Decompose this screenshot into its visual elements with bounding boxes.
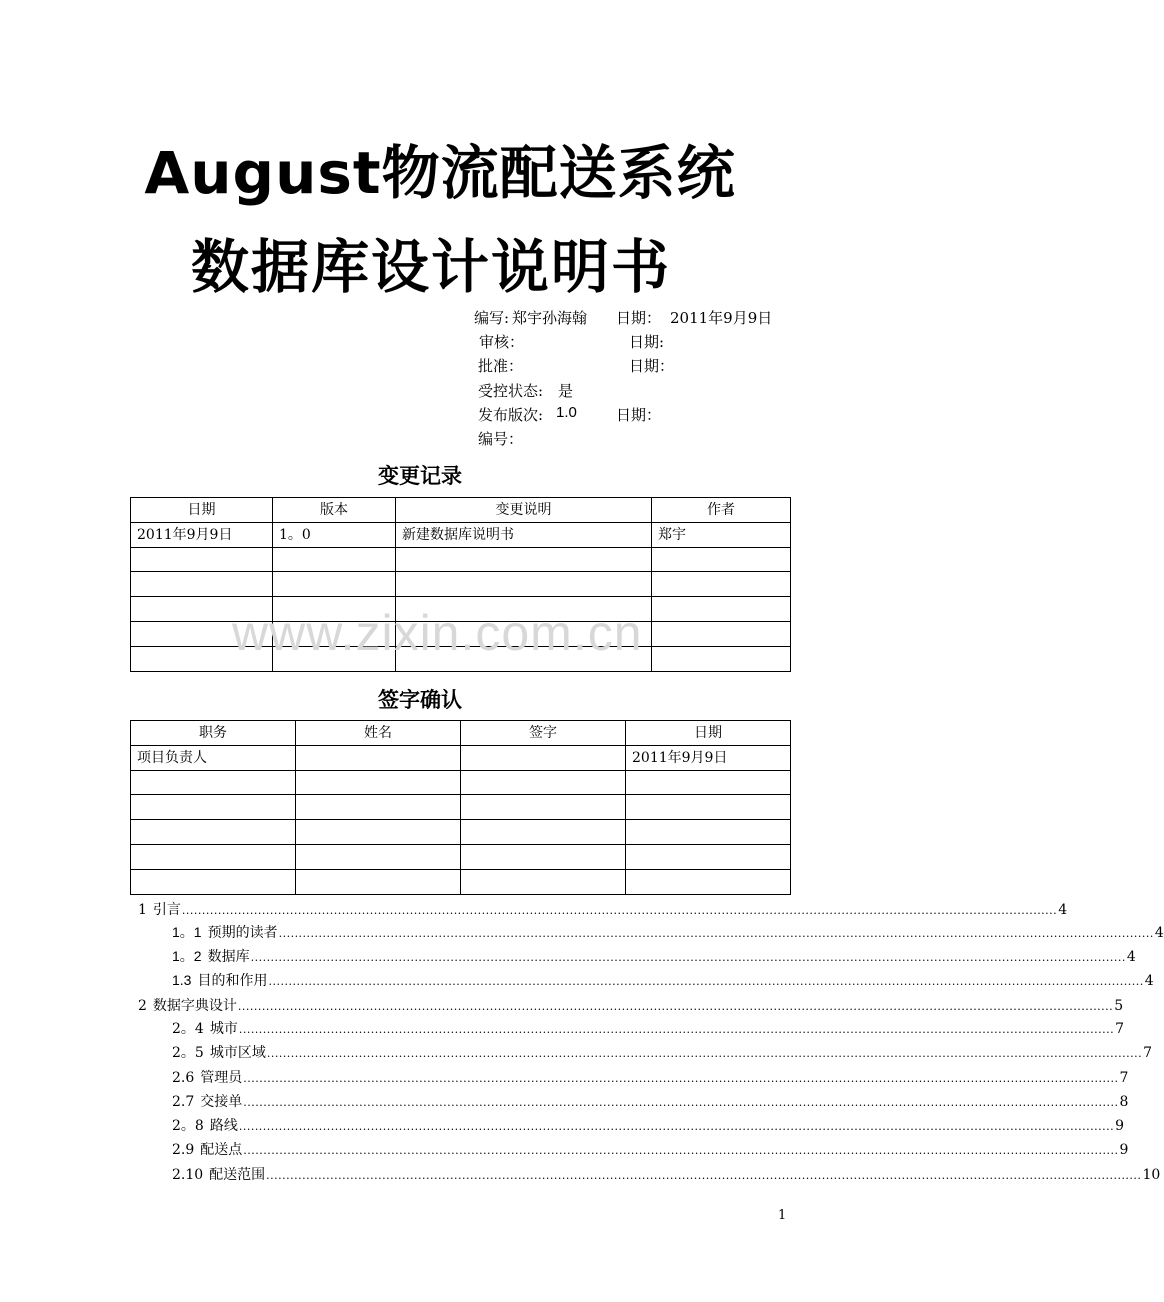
table-cell <box>652 621 791 646</box>
meta-approver-row <box>474 355 794 375</box>
toc-page: 5 <box>1114 998 1124 1014</box>
toc-number: 2.10 <box>172 1167 204 1183</box>
toc-number: 2。5 <box>172 1045 204 1061</box>
table-cell <box>131 869 296 894</box>
toc-number: 2.9 <box>172 1142 195 1158</box>
toc-number: 1.3 <box>172 972 192 988</box>
table-cell <box>131 820 296 845</box>
table-cell <box>131 572 273 597</box>
toc-page: 9 <box>1119 1142 1129 1158</box>
toc-page: 7 <box>1115 1021 1125 1037</box>
toc-number: 1。1 <box>172 924 202 940</box>
page-number: 1 <box>778 1208 787 1223</box>
table-row <box>131 522 791 547</box>
toc-entry[interactable] <box>172 946 1136 966</box>
toc-number: 2.6 <box>172 1070 195 1086</box>
table-header-row <box>131 498 791 523</box>
toc-label: 数据库 <box>207 949 250 965</box>
table-cell <box>273 572 396 597</box>
toc-leader: ........................................................................................................................................................................................................................... <box>243 1144 1119 1157</box>
table-row <box>131 572 791 597</box>
table-cell <box>626 869 791 894</box>
toc-number: 1 <box>138 902 147 918</box>
toc-entry[interactable] <box>172 1164 1161 1184</box>
table-cell <box>131 547 273 572</box>
toc-leader: ........................................................................................................................................................................................................................... <box>237 1000 1114 1013</box>
toc-label: 数据字典设计 <box>152 998 237 1014</box>
table-cell <box>396 572 652 597</box>
table-cell: 2011年9月9日 <box>626 745 791 770</box>
writer-date-label: 日期： <box>616 309 662 327</box>
toc-leader: ........................................................................................................................................................................................................................... <box>266 1169 1142 1182</box>
meta-number-row <box>474 428 794 448</box>
toc-page: 4 <box>1154 925 1164 941</box>
toc-page: 4 <box>1144 973 1154 989</box>
version-label: 发布版次: <box>478 406 544 424</box>
header-cell: 版本 <box>273 498 396 523</box>
table-cell <box>296 869 461 894</box>
document-title-line-1: August物流配送系统 <box>144 139 736 207</box>
writer-value: 郑宇孙海翰 <box>512 309 588 327</box>
toc-entry[interactable] <box>172 1139 1129 1159</box>
meta-controlled-row <box>474 380 794 400</box>
table-cell <box>131 844 296 869</box>
toc-leader: ........................................................................................................................................................................................................................... <box>278 927 1154 940</box>
table-row <box>131 770 791 795</box>
table-cell: 郑宇 <box>652 522 791 547</box>
table-cell <box>461 869 626 894</box>
toc-leader: ........................................................................................................................................................................................................................... <box>243 1072 1119 1085</box>
toc-page: 7 <box>1143 1045 1153 1061</box>
toc-number: 2。8 <box>172 1118 204 1134</box>
meta-reviewer-row <box>474 331 794 351</box>
toc-number: 2 <box>138 998 147 1014</box>
signature-heading: 签字确认 <box>378 688 462 712</box>
table-cell <box>296 770 461 795</box>
table-cell <box>626 795 791 820</box>
toc-label: 管理员 <box>200 1070 243 1086</box>
table-cell: 2011年9月9日 <box>131 522 273 547</box>
table-cell <box>652 572 791 597</box>
document-title-line-2: 数据库设计说明书 <box>190 233 671 301</box>
watermark-text: www.zixin.com.cn <box>232 605 643 661</box>
toc-leader: ........................................................................................................................................................................................................................... <box>238 1120 1115 1133</box>
writer-date-value: 2011年9月9日 <box>670 309 773 327</box>
toc-entry[interactable] <box>172 1042 1153 1062</box>
toc-entry[interactable] <box>138 995 1124 1015</box>
toc-page: 4 <box>1126 949 1136 965</box>
toc-label: 目的和作用 <box>197 973 268 989</box>
meta-version-row <box>474 404 794 424</box>
table-cell <box>461 745 626 770</box>
toc-entry[interactable] <box>172 922 1164 942</box>
table-cell <box>396 547 652 572</box>
toc-label: 引言 <box>152 902 181 918</box>
number-label: 编号： <box>478 430 524 448</box>
toc-entry[interactable] <box>172 1018 1125 1038</box>
reviewer-date-label: 日期: <box>629 333 665 351</box>
table-cell <box>626 770 791 795</box>
toc-leader: ........................................................................................................................................................................................................................... <box>238 1023 1115 1036</box>
table-row <box>131 547 791 572</box>
header-cell: 日期 <box>626 721 791 746</box>
table-cell <box>461 770 626 795</box>
toc-label: 城市 <box>209 1021 238 1037</box>
header-cell: 日期 <box>131 498 273 523</box>
table-cell <box>626 844 791 869</box>
table-header-row <box>131 721 791 746</box>
controlled-value: 是 <box>558 382 574 400</box>
toc-entry[interactable] <box>172 970 1154 990</box>
toc-page: 8 <box>1119 1094 1129 1110</box>
table-cell <box>626 820 791 845</box>
table-cell <box>652 646 791 671</box>
toc-page: 4 <box>1058 902 1068 918</box>
toc-label: 预期的读者 <box>207 925 278 941</box>
approver-date-label: 日期： <box>629 357 675 375</box>
table-cell <box>652 547 791 572</box>
table-cell <box>461 820 626 845</box>
header-cell: 姓名 <box>296 721 461 746</box>
header-cell: 变更说明 <box>396 498 652 523</box>
table-row <box>131 869 791 894</box>
version-date-label: 日期： <box>616 406 662 424</box>
table-cell <box>296 795 461 820</box>
toc-page: 7 <box>1119 1070 1129 1086</box>
change-record-heading: 变更记录 <box>378 464 462 488</box>
toc-leader: ........................................................................................................................................................................................................................... <box>181 904 1058 917</box>
signature-table <box>130 720 791 895</box>
writer-label: 编写: <box>474 309 510 327</box>
table-row <box>131 745 791 770</box>
toc-label: 城市区域 <box>209 1045 266 1061</box>
toc-number: 2。4 <box>172 1021 204 1037</box>
toc-entry[interactable] <box>172 1067 1129 1087</box>
table-row <box>131 795 791 820</box>
header-cell: 签字 <box>461 721 626 746</box>
toc-leader: ........................................................................................................................................................................................................................... <box>266 1047 1143 1060</box>
table-row <box>131 820 791 845</box>
toc-entry[interactable] <box>138 899 1068 919</box>
header-cell: 职务 <box>131 721 296 746</box>
table-cell <box>461 844 626 869</box>
approver-label: 批准： <box>478 357 524 375</box>
toc-number: 1。2 <box>172 948 202 964</box>
table-cell <box>273 547 396 572</box>
reviewer-label: 审核： <box>479 333 525 351</box>
table-cell <box>296 745 461 770</box>
table-row <box>131 844 791 869</box>
toc-entry[interactable] <box>172 1091 1129 1111</box>
table-cell <box>461 795 626 820</box>
toc-number: 2.7 <box>172 1094 195 1110</box>
controlled-label: 受控状态: <box>478 382 544 400</box>
toc-page: 9 <box>1115 1118 1125 1134</box>
table-cell: 新建数据库说明书 <box>396 522 652 547</box>
table-cell <box>131 795 296 820</box>
header-cell: 作者 <box>652 498 791 523</box>
toc-label: 配送点 <box>200 1142 243 1158</box>
toc-label: 配送范围 <box>209 1167 266 1183</box>
toc-leader: ........................................................................................................................................................................................................................... <box>250 951 1126 964</box>
table-cell: 项目负责人 <box>131 745 296 770</box>
toc-leader: ........................................................................................................................................................................................................................... <box>268 975 1144 988</box>
toc-entry[interactable] <box>172 1115 1125 1135</box>
toc-label: 路线 <box>209 1118 238 1134</box>
toc-leader: ........................................................................................................................................................................................................................... <box>243 1096 1119 1109</box>
table-cell <box>652 597 791 622</box>
table-cell <box>296 844 461 869</box>
table-cell: 1。0 <box>273 522 396 547</box>
version-value: 1.0 <box>556 404 577 421</box>
toc-page: 10 <box>1142 1167 1161 1183</box>
meta-writer-row <box>474 307 794 327</box>
toc-label: 交接单 <box>200 1094 243 1110</box>
table-cell <box>131 770 296 795</box>
table-cell <box>296 820 461 845</box>
